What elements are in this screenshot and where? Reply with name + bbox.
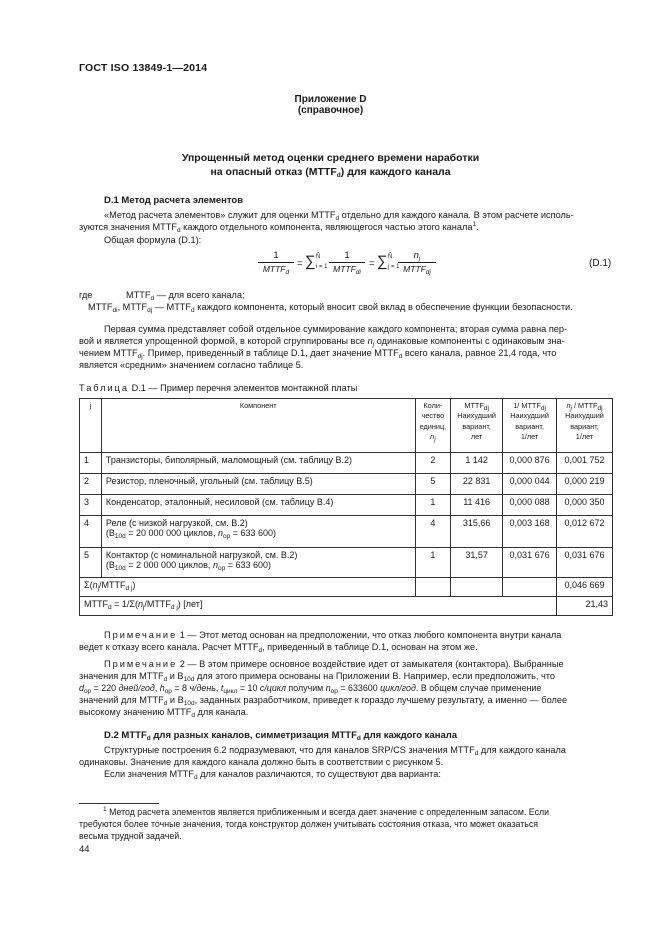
page-number: 44 (79, 844, 90, 855)
formula-mid: 1 $MTTF_{di}$ (329, 250, 365, 274)
cell-component: Контактор (с номинальной нагрузкой, см. B.2) ($B_{10d} = 2$ 000 000 циклов, $n_{op} = 633$ 600) (101, 548, 415, 578)
table-row (80, 474, 613, 495)
sum2-upper-limit: Ñ (388, 254, 393, 260)
cell-j: 5 (80, 548, 102, 578)
cell-inverse: 0,000 876 (503, 453, 557, 474)
section-d1-paragraph-2c: чением $MTTF_{dj}$. Пример, приведенный в таблице D.1, дает значение $MTTF_d$ всего канала, равное 21,4 года, что (79, 348, 557, 360)
sum-symbol-2: ∑ (377, 253, 388, 270)
components-table (79, 398, 613, 616)
cell-j: 1 (80, 453, 102, 474)
formula-number: (D.1) (589, 258, 612, 269)
cell-mttf: 1 142 (451, 453, 503, 474)
empty-cell (503, 578, 557, 597)
cell-j: 3 (80, 495, 102, 516)
section-d1-paragraph-2: Первая сумма представляет собой отдельное суммирование каждого компонента; вторая сумма равна пер- (104, 324, 568, 334)
table-sum-row (80, 578, 613, 597)
appendix-title: Приложение D (294, 94, 367, 105)
cell-mttf: 22 831 (451, 474, 503, 495)
formula-rhs: $n_j$ $MTTF_{dj}$ (398, 250, 436, 274)
cell-count: 1 (415, 495, 451, 516)
section-d1-paragraph-2d: является «средним» значением согласно таблице 5. (79, 360, 304, 370)
equals-sign: = (297, 258, 303, 269)
note-2e: высокому значению $MTTF_d$ для канала. (79, 707, 249, 719)
cell-component: Транзисторы, биполярный, маломощный (см. таблицу B.2) (101, 453, 415, 474)
sum-symbol-1: ∑ (305, 253, 316, 270)
standard-header: ГОСТ ISO 13849-1—2014 (79, 62, 208, 74)
cell-component: Конденсатор, эталонный, несиловой (см. таблицу B.4) (101, 495, 415, 516)
sum1-lower-limit: i = 1 (316, 264, 328, 270)
total-label: $MTTF_d$ = $1/\Sigma(n_j/MTTF_{d j})$ [лет] (80, 597, 557, 616)
section-d2-paragraph-2: Если значения $MTTF_d$ для каналов различаются, то существуют два варианта: (104, 769, 441, 781)
section-d1-heading: D.1 Метод расчета элементов (104, 195, 244, 206)
cell-inverse: 0,000 088 (503, 495, 557, 516)
empty-cell (451, 578, 503, 597)
table-row (80, 495, 613, 516)
sum-label: $\Sigma(n_j/MTTF_{d j})$ (80, 578, 416, 597)
cell-nj: 0,000 219 (557, 474, 613, 495)
header-j: j (80, 399, 102, 453)
footnote-1c: весьма трудной задачей. (79, 831, 182, 841)
appendix-subtitle: (справочное) (297, 105, 364, 116)
sum1-upper-limit: Ñ (316, 254, 321, 260)
section-d1-paragraph-1: «Метод расчета элементов» служит для оценки $MTTF_d$ отдельно для каждого канала. В этом расчете исполь- (104, 210, 574, 222)
header-component: Компонент (101, 399, 415, 453)
note-2d: значений для $MTTF_d$ и $B_{10d}$, заданных разработчиком, приведет к гораздо лучшему результату, а именно — более (79, 695, 568, 707)
cell-inverse: 0,031 676 (503, 548, 557, 578)
section-d2-paragraph-1b: одинаковы. Значение для каждого канала должно быть в соответствии с рисунком 5. (79, 757, 444, 767)
cell-mttf: 31,57 (451, 548, 503, 578)
note-2b: значения для $MTTF_d$ и $B_{10d}$ для этого примера основаны на Приложении B. Например, если предположить, что (79, 671, 556, 683)
section-d1-paragraph-1b: зуются значения $MTTF_d$ каждого отдельного компонента, являющегося частью этого канала$^1$. (79, 220, 479, 234)
cell-count: 5 (415, 474, 451, 495)
header-count: Коли- чество единиц, $n_j$ (415, 399, 451, 453)
section-d1-paragraph-2b: вой и является упрощенной формой, в которой сгруппированы все $n_j$ одинаковые компоненты с одинаковым зна- (79, 336, 565, 348)
section-d2-heading: D.2 $MTTF_d$ для разных каналов, симметризация $MTTF_d$ для каждого канала (104, 730, 458, 742)
footnote-1: $^1$ Метод расчета элементов является приближенным и всегда дает значение с определенным запасом. Если (103, 806, 550, 817)
header-mttf: $MTTF_{dj}$ Наихудший вариант, лет (451, 399, 503, 453)
cell-count: 4 (415, 516, 451, 548)
table-row (80, 548, 613, 578)
cell-count: 1 (415, 548, 451, 578)
note-1: Примечание 1 — Этот метод основан на предположении, что отказ любого компонента внутри канала (104, 630, 562, 640)
table-row (80, 453, 613, 474)
formula-d1 (0, 250, 661, 284)
cell-component: Реле (с низкой нагрузкой, см. B.2) ($B_{10d} = 20$ 000 000 циклов, $n_{op} = 633$ 600) (101, 516, 415, 548)
cell-j: 2 (80, 474, 102, 495)
note-2c: $d_{op} = 220$ дней/год, $h_{op} = 8$ ч/день, $t_{цикл} = 10$ с/цикл получим $n_{op} = 633600$ цикл/год. В общем случае применение (79, 683, 542, 695)
table-header-row (80, 399, 613, 453)
cell-nj: 0,031 676 (557, 548, 613, 578)
main-title-line2: на опасный отказ $(MTTF_d)$ для каждого канала (210, 166, 451, 179)
cell-j: 4 (80, 516, 102, 548)
empty-cell (415, 578, 451, 597)
definition-mttf-d: $MTTF_d$ — для всего канала; (126, 290, 245, 302)
cell-mttf: 315,66 (451, 516, 503, 548)
where-label: где (79, 290, 93, 300)
main-title-line1: Упрощенный метод оценки среднего времени наработки (181, 152, 480, 164)
section-d2-paragraph-1: Структурные построения 6.2 подразумевают, что для каналов SRP/CS значения $MTTF_d$ для каждого канала (104, 745, 566, 757)
footnote-1b: требуются более точные значения, тогда конструктор должен учитывать состояния отказа, что может оказаться (79, 819, 538, 829)
formula-intro: Общая формула (D.1): (104, 235, 202, 245)
cell-inverse: 0,000 044 (503, 474, 557, 495)
cell-mttf: 11 416 (451, 495, 503, 516)
equals-sign-2: = (369, 258, 375, 269)
sum-value: 0,046 669 (557, 578, 613, 597)
table-row (80, 516, 613, 548)
cell-count: 2 (415, 453, 451, 474)
cell-inverse: 0,003 168 (503, 516, 557, 548)
table-total-row (80, 597, 613, 616)
cell-nj: 0,001 752 (557, 453, 613, 474)
header-nj-over-mttf: $n_j$ / $MTTF_{dj}$ Наихудший вариант, 1/лет (557, 399, 613, 453)
cell-component: Резистор, пленочный, угольный (см. таблицу B.5) (101, 474, 415, 495)
definition-mttf-di-dj: $MTTF_{di}$, $MTTF_{dj}$ — $MTTF_d$ каждого компонента, который вносит свой вклад в обеспечение функции безопасности. (88, 302, 573, 314)
cell-nj: 0,012 672 (557, 516, 613, 548)
cell-nj: 0,000 350 (557, 495, 613, 516)
footnote-separator (79, 803, 159, 804)
header-inverse-mttf: 1/ $MTTF_{dj}$ Наихудший вариант, 1/лет (503, 399, 557, 453)
note-1b: ведет к отказу всего канала. Расчет $MTTF_d$, приведенный в таблице D.1, основан на этом же. (79, 642, 478, 654)
formula-lhs: 1 $MTTF_d$ (258, 250, 294, 274)
note-2: Примечание 2 — В этом примере основное воздействие идет от замыкателя (контактора). Выбранные (104, 659, 564, 669)
total-value: 21,43 (557, 597, 613, 616)
sum2-lower-limit: j = 1 (388, 264, 400, 270)
table-caption: Таблица D.1 — Пример перечня элементов монтажной платы (79, 383, 358, 393)
